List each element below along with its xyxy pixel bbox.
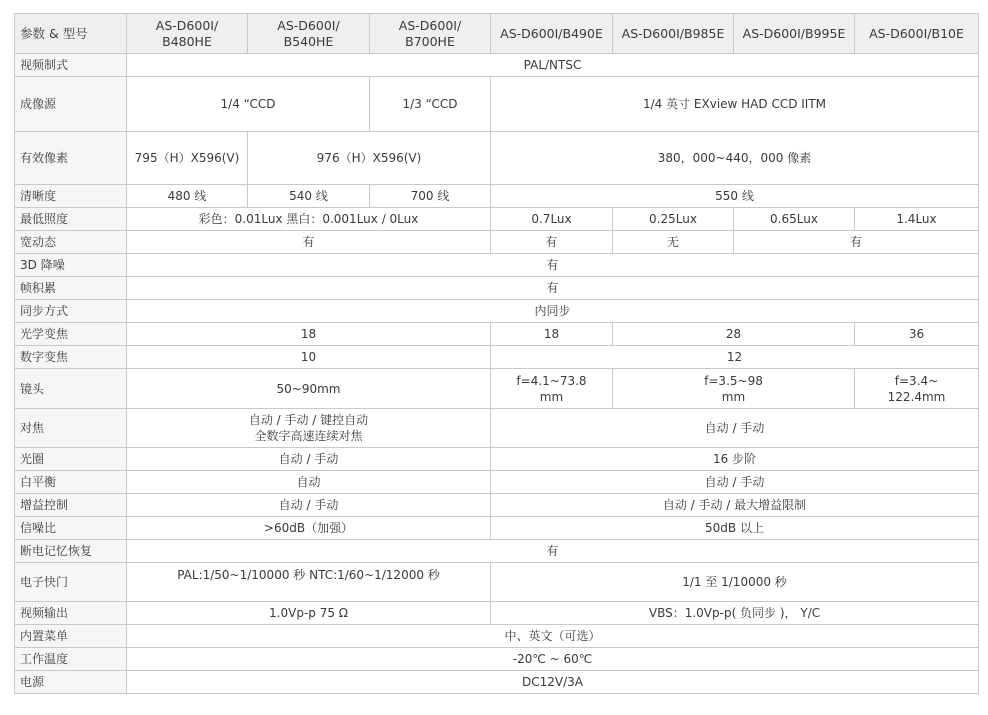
- cell-value: VBS：1.0Vp-p( 负同步 )， Y/C: [491, 602, 979, 625]
- row-label: 同步方式: [15, 300, 127, 323]
- row-label: 工作温度: [15, 648, 127, 671]
- cell-value: 795（H）X596(V): [127, 132, 248, 185]
- table-row: [15, 409, 979, 448]
- table-row: [15, 471, 979, 494]
- header-model: AS-D600I/B985E: [613, 14, 734, 54]
- cell-value: 有: [127, 277, 979, 300]
- row-label: 镜头: [15, 369, 127, 409]
- table-row: [15, 346, 979, 369]
- cell-value: 自动 / 手动: [491, 409, 979, 448]
- row-label: 电子快门: [15, 563, 127, 602]
- table-row: [15, 671, 979, 694]
- cell-value: 550 线: [491, 185, 979, 208]
- row-label: 对焦: [15, 409, 127, 448]
- cell-value: 自动: [127, 471, 491, 494]
- row-label: 最低照度: [15, 208, 127, 231]
- table-header-row: [15, 14, 979, 54]
- table-row: [15, 517, 979, 540]
- spec-table: [14, 13, 979, 694]
- cell-value: 有: [127, 540, 979, 563]
- cell-value: 无: [613, 231, 734, 254]
- cell-value: 0.7Lux: [491, 208, 613, 231]
- row-label: 视频制式: [15, 54, 127, 77]
- table-row: [15, 54, 979, 77]
- cell-value: 自动 / 手动 / 最大增益限制: [491, 494, 979, 517]
- table-row: [15, 323, 979, 346]
- row-label: 内置菜单: [15, 625, 127, 648]
- row-label: 清晰度: [15, 185, 127, 208]
- header-model: AS-D600I/ B480HE: [127, 14, 248, 54]
- cell-value: PAL/NTSC: [127, 54, 979, 77]
- table-row: [15, 625, 979, 648]
- header-model: AS-D600I/B490E: [491, 14, 613, 54]
- row-label: 断电记忆恢复: [15, 540, 127, 563]
- table-row: [15, 277, 979, 300]
- table-row: [15, 254, 979, 277]
- cell-value: 16 步阶: [491, 448, 979, 471]
- cell-value: 976（H）X596(V): [248, 132, 491, 185]
- table-row: [15, 448, 979, 471]
- header-model: AS-D600I/B10E: [855, 14, 979, 54]
- header-model: AS-D600I/ B540HE: [248, 14, 370, 54]
- cell-value: 380，000~440，000 像素: [491, 132, 979, 185]
- cell-value: 有: [127, 231, 491, 254]
- cell-value: 1/4 英寸 EXview HAD CCD IITM: [491, 77, 979, 132]
- cell-value: >60dB（加强）: [127, 517, 491, 540]
- header-model: AS-D600I/ B700HE: [370, 14, 491, 54]
- row-label: 白平衡: [15, 471, 127, 494]
- header-param: 参数 & 型号: [15, 14, 127, 54]
- cell-value: 1.0Vp-p 75 Ω: [127, 602, 491, 625]
- cell-value: PAL:1/50~1/10000 秒 NTC:1/60~1/12000 秒: [127, 563, 491, 602]
- row-label: 成像源: [15, 77, 127, 132]
- cell-value: 内同步: [127, 300, 979, 323]
- table-row: [15, 563, 979, 602]
- row-label: 电源: [15, 671, 127, 694]
- cell-value: 50dB 以上: [491, 517, 979, 540]
- cell-value: f=3.4~ 122.4mm: [855, 369, 979, 409]
- cell-value: 有: [491, 231, 613, 254]
- cell-value: 有: [127, 254, 979, 277]
- table-row: [15, 231, 979, 254]
- cell-value: 540 线: [248, 185, 370, 208]
- table-row: [15, 369, 979, 409]
- cell-value: 12: [491, 346, 979, 369]
- table-row: [15, 540, 979, 563]
- cell-value: 0.65Lux: [734, 208, 855, 231]
- cell-value: 50~90mm: [127, 369, 491, 409]
- table-row: [15, 494, 979, 517]
- cell-value: 480 线: [127, 185, 248, 208]
- row-label: 光圈: [15, 448, 127, 471]
- table-row: [15, 208, 979, 231]
- cell-value: f=3.5~98 mm: [613, 369, 855, 409]
- table-row: [15, 300, 979, 323]
- cell-value: 36: [855, 323, 979, 346]
- cell-value: 0.25Lux: [613, 208, 734, 231]
- cell-value: 自动 / 手动: [127, 494, 491, 517]
- row-label: 帧积累: [15, 277, 127, 300]
- row-label: 增益控制: [15, 494, 127, 517]
- table-row: [15, 132, 979, 185]
- cell-value: 1.4Lux: [855, 208, 979, 231]
- row-label: 有效像素: [15, 132, 127, 185]
- cell-value: 28: [613, 323, 855, 346]
- cell-value: DC12V/3A: [127, 671, 979, 694]
- cell-value: 中、英文（可选）: [127, 625, 979, 648]
- row-label: 信噪比: [15, 517, 127, 540]
- row-label: 数字变焦: [15, 346, 127, 369]
- cell-value: -20℃ ~ 60℃: [127, 648, 979, 671]
- cell-value: 自动 / 手动 / 键控自动 全数字高速连续对焦: [127, 409, 491, 448]
- cell-value: 18: [491, 323, 613, 346]
- table-row: [15, 185, 979, 208]
- row-label: 宽动态: [15, 231, 127, 254]
- cell-value: 1/4 “CCD: [127, 77, 370, 132]
- cell-value: 1/3 “CCD: [370, 77, 491, 132]
- table-row: [15, 648, 979, 671]
- cell-value: 有: [734, 231, 979, 254]
- header-model: AS-D600I/B995E: [734, 14, 855, 54]
- cell-value: 彩色：0.01Lux 黑白：0.001Lux / 0Lux: [127, 208, 491, 231]
- table-row: [15, 77, 979, 132]
- row-label: 光学变焦: [15, 323, 127, 346]
- cell-value: 10: [127, 346, 491, 369]
- cell-value: 1/1 至 1/10000 秒: [491, 563, 979, 602]
- table-row: [15, 602, 979, 625]
- cell-value: 自动 / 手动: [491, 471, 979, 494]
- cell-value: f=4.1~73.8 mm: [491, 369, 613, 409]
- cell-value: 自动 / 手动: [127, 448, 491, 471]
- row-label: 3D 降噪: [15, 254, 127, 277]
- cell-value: 700 线: [370, 185, 491, 208]
- cell-value: 18: [127, 323, 491, 346]
- row-label: 视频输出: [15, 602, 127, 625]
